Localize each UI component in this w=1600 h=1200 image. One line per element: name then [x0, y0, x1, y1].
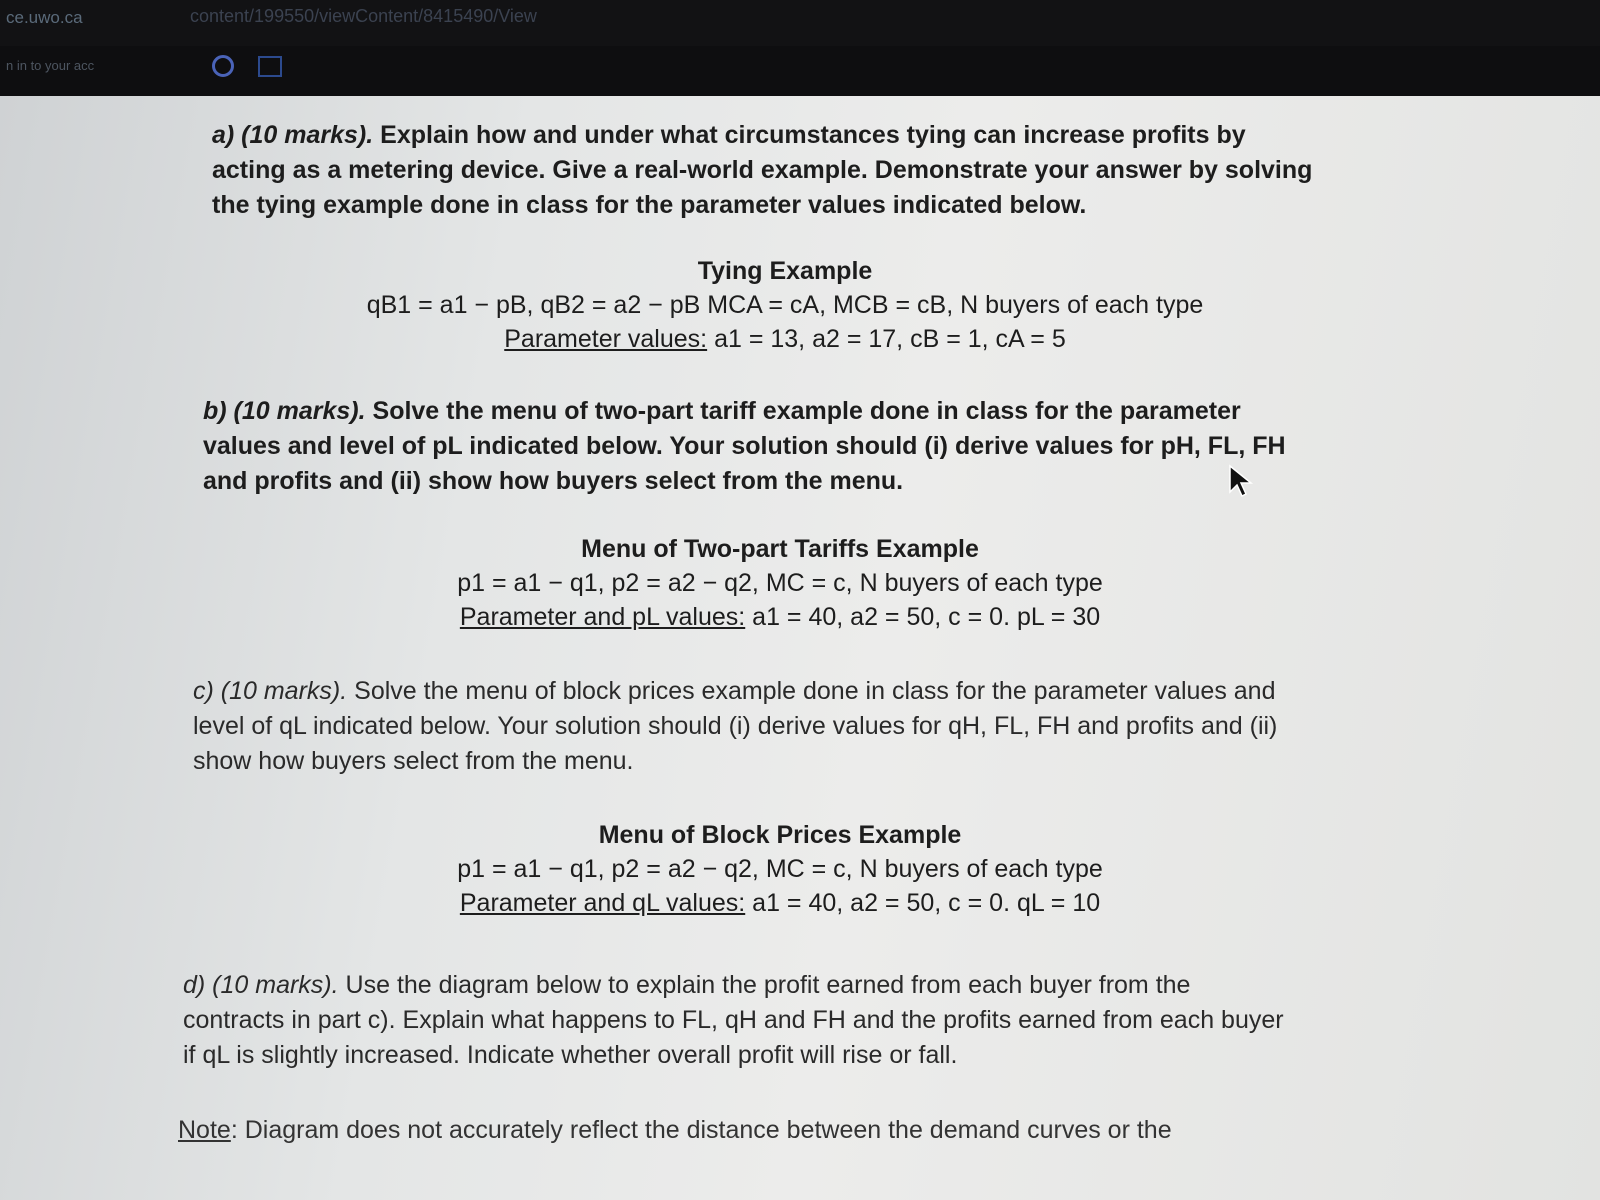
- block-params: [330, 886, 1230, 920]
- tying-params: [335, 322, 1235, 356]
- two-part-formula: p1 = a1 − q1, p2 = a2 − q2, MC = c, N buyers of each type: [457, 569, 1103, 597]
- browser-address-bar: [0, 0, 1600, 46]
- document-page: [0, 96, 1600, 1200]
- block-params-label: Parameter and qL values:: [459, 889, 746, 917]
- question-c: [193, 674, 1303, 779]
- window-icon[interactable]: [258, 56, 282, 77]
- diagram-note: [178, 1116, 1172, 1145]
- question-a-text: Explain how and under what circumstances tying can increase profits by acting as a metering device. Give a real-world example. Demonstrate your answer by solving the tying example done in class for the parameter values indicated below.: [212, 121, 1313, 219]
- loading-icon: [212, 55, 234, 77]
- two-part-params: [330, 600, 1230, 634]
- block-prices-example: [330, 818, 1230, 920]
- question-a: [212, 118, 1322, 223]
- note-label: Note: [178, 1116, 231, 1144]
- note-text: : Diagram does not accurately reflect the distance between the demand curves or the: [230, 1116, 1172, 1144]
- browser-tab-bar: [0, 46, 1600, 96]
- question-c-label: c) (10 marks).: [193, 677, 348, 705]
- question-d-text: Use the diagram below to explain the profit earned from each buyer from the contracts in part c). Explain what happens to FL, qH and FH and the profits earned from each buyer if qL is slightly increased. Indicate whether overall profit will rise or fall.: [183, 971, 1284, 1069]
- tying-example: [335, 254, 1235, 356]
- tying-title: Tying Example: [697, 257, 873, 285]
- question-b-text: Solve the menu of two-part tariff example done in class for the parameter values and level of pL indicated below. Your solution should (i) derive values for pH, FL, FH and profits and (ii) show how buyers select from the menu.: [203, 397, 1286, 495]
- two-part-params-values: a1 = 40, a2 = 50, c = 0. pL = 30: [752, 603, 1101, 631]
- url-path[interactable]: content/199550/viewContent/8415490/View: [190, 6, 537, 26]
- tying-params-label: Parameter values:: [504, 325, 708, 353]
- two-part-title: Menu of Two-part Tariffs Example: [581, 535, 979, 563]
- question-c-text: Solve the menu of block prices example done in class for the parameter values and level of qL indicated below. Your solution should (i) derive values for qH, FL, FH and profits and (ii) show how buyers select from the menu.: [193, 677, 1278, 775]
- block-title: Menu of Block Prices Example: [598, 821, 962, 849]
- tab-sign-in[interactable]: n in to your acc: [6, 58, 95, 73]
- two-part-params-label: Parameter and pL values:: [459, 603, 746, 631]
- block-params-values: a1 = 40, a2 = 50, c = 0. qL = 10: [752, 889, 1101, 917]
- question-d-label: d) (10 marks).: [183, 971, 339, 999]
- tying-formula: qB1 = a1 − pB, qB2 = a2 − pB MCA = cA, MCB = cB, N buyers of each type: [366, 291, 1204, 319]
- two-part-tariff-example: [330, 532, 1230, 634]
- question-b-label: b) (10 marks).: [203, 397, 366, 425]
- question-b: [203, 394, 1313, 499]
- block-formula: p1 = a1 − q1, p2 = a2 − q2, MC = c, N buyers of each type: [457, 855, 1103, 883]
- question-d: [183, 968, 1293, 1073]
- question-a-label: a) (10 marks).: [212, 121, 374, 149]
- tying-params-values: a1 = 13, a2 = 17, cB = 1, cA = 5: [714, 325, 1066, 353]
- url-domain[interactable]: ce.uwo.ca: [6, 8, 83, 27]
